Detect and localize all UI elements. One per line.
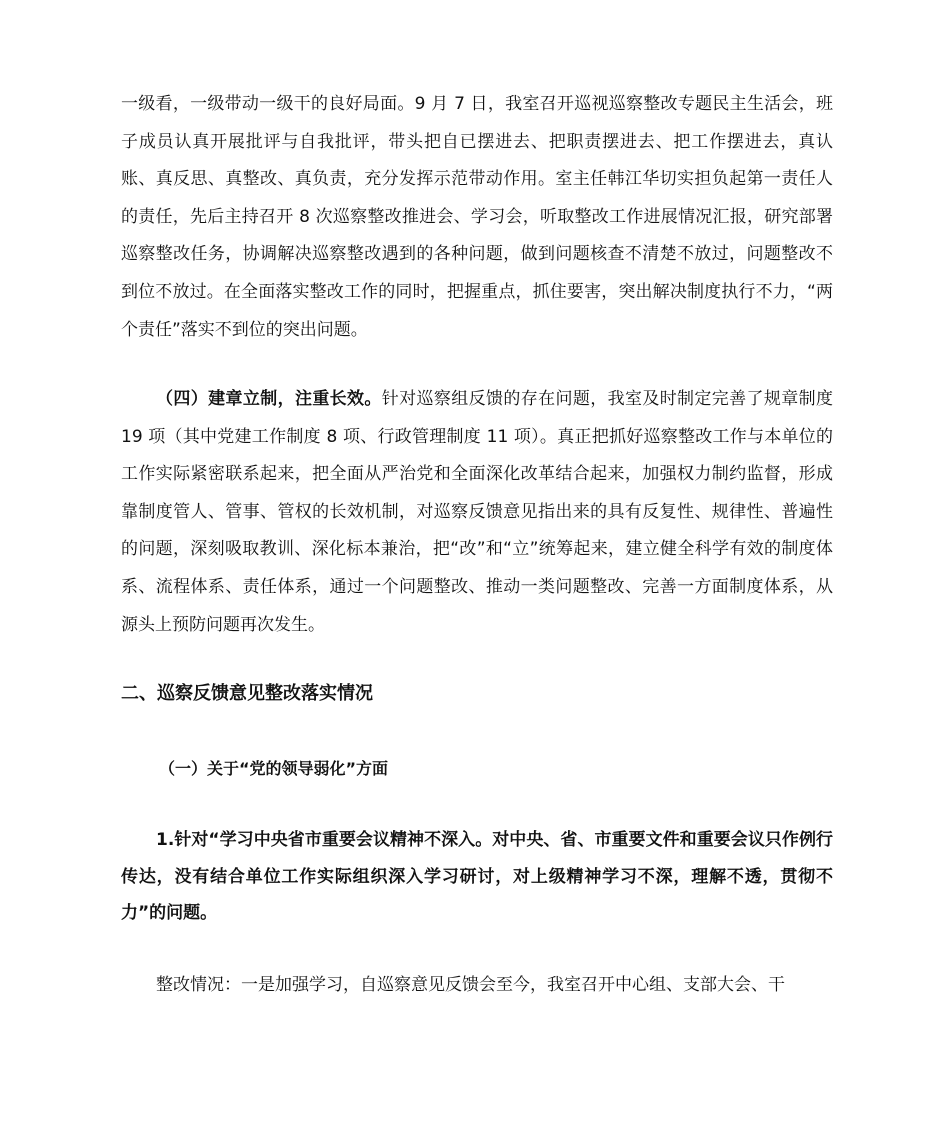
paragraph-body: 针对巡察组反馈的存在问题，我室及时制定完善了规章制度 19 项（其中党建工作制度 8 项、行政管理制度 11 项）。真正把抓好巡察整改工作与本单位的工作实际紧密联系起来，把全面从严治党和全面深化改革结合起来，加强权力制约监督，形成靠制度管人、管事、管权的长效机制，对巡察反馈意见指出来的具有反复性、规律性、普遍性的问题，深刻吸取教训、深化标本兼治，把“改”和“立”统筹起来，建立健全科学有效的制度体系、流程体系、责任体系，通过一个问题整改、推动一类问题整改、完善一方面制度体系，从源头上预防问题再次发生。 <box>121 389 834 635</box>
section-heading: 二、巡察反馈意见整改落实情况 <box>121 683 373 704</box>
rectification-paragraph: 整改情况：一是加强学习，自巡察意见反馈会至今，我室召开中心组、支部大会、干 <box>156 975 785 995</box>
subsection-heading: （一）关于“党的领导弱化”方面 <box>159 759 389 778</box>
issue-statement: 1.针对“学习中央省市重要会议精神不深入。对中央、省、市重要文件和重要会议只作例行传达，没有结合单位工作实际组织深入学习研讨，对上级精神学习不深，理解不透，贯彻不力”的问题。 <box>121 830 833 923</box>
paragraph-lead-heading: （四）建章立制，注重长效。 <box>156 389 382 409</box>
paragraph-rules-system <box>121 381 833 644</box>
paragraph-leadership-example: 一级看，一级带动一级干的良好局面。9 月 7 日，我室召开巡视巡察整改专题民主生活会，班子成员认真开展批评与自我批评，带头把自已摆进去、把职责摆进去、把工作摆进去，真认账、真反思、真整改、真负责，充分发挥示范带动作用。室主任韩江华切实担负起第一责任人的责任，先后主持召开 8 次巡察整改推进会、学习会，听取整改工作进展情况汇报，研究部署巡察整改任务，协调解决巡察整改遇到的各种问题，做到问题核查不清楚不放过，问题整改不到位不放过。在全面落实整改工作的同时，把握重点，抓住要害，突出解决制度执行不力，“两个责任”落实不到位的突出问题。 <box>121 94 833 340</box>
